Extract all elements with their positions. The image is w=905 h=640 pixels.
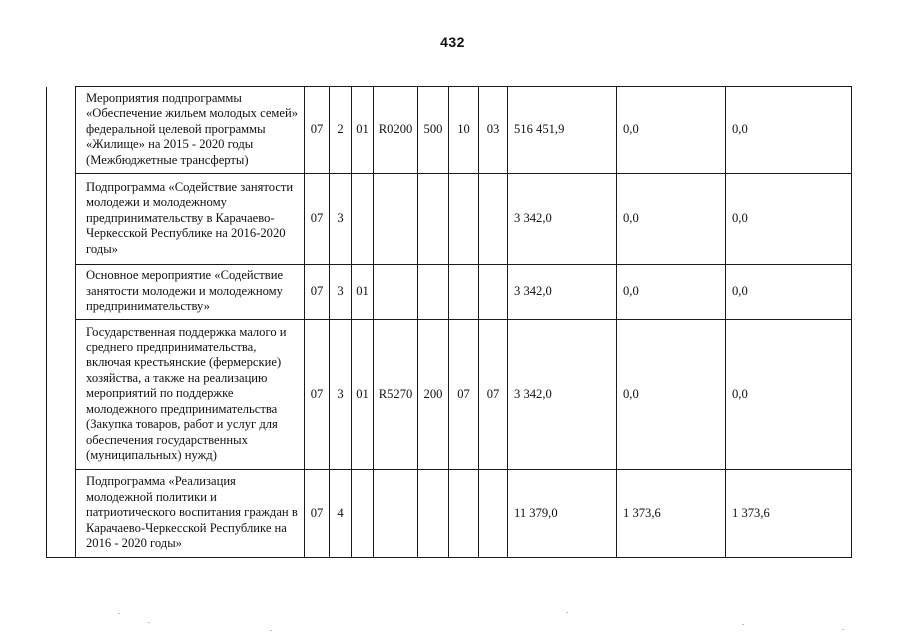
amount-year1-cell: 3 342,0 — [508, 265, 617, 320]
scan-speck — [842, 629, 844, 630]
expense-type-cell — [418, 470, 449, 558]
event-code-cell: 01 — [352, 320, 374, 470]
section-code-cell: 07 — [305, 470, 330, 558]
amount-year3-cell: 1 373,6 — [726, 470, 852, 558]
row-margin-cell — [47, 470, 76, 558]
amount-year3-cell: 0,0 — [726, 320, 852, 470]
amount-year2-cell: 0,0 — [617, 320, 726, 470]
scan-speck — [270, 630, 272, 631]
amount-year2-cell: 0,0 — [617, 265, 726, 320]
item-name-cell: Государственная поддержка малого и среднего предпринимательства, включая крестьянские (фермерские) хозяйства, а также на реализацию мероприятий по поддержке молодежного предпринимательства (Закупка товаров, работ и услуг для обеспечения государственных (муниципальных) нужд) — [76, 320, 305, 470]
scan-speck — [566, 612, 568, 613]
row-margin-cell — [47, 265, 76, 320]
amount-year3-cell: 0,0 — [726, 265, 852, 320]
table-row — [47, 87, 852, 174]
item-name-cell: Подпрограмма «Содействие занятости молодежи и молодежному предпринимательству в Карачаево-Черкесской Республике на 2016-2020 годы» — [76, 174, 305, 265]
scan-speck — [118, 613, 120, 614]
item-name-cell: Подпрограмма «Реализация молодежной политики и патриотического воспитания граждан в Карачаево-Черкесской Республике на 2016 - 2020 годы» — [76, 470, 305, 558]
section-code-cell: 07 — [305, 320, 330, 470]
subsection-cell — [479, 174, 508, 265]
section-code-cell: 07 — [305, 265, 330, 320]
amount-year1-cell: 11 379,0 — [508, 470, 617, 558]
section-cell: 07 — [449, 320, 479, 470]
scan-speck — [742, 624, 744, 625]
table-row — [47, 470, 852, 558]
subprogram-code-cell: 2 — [330, 87, 352, 174]
subsection-cell: 07 — [479, 320, 508, 470]
subsection-cell — [479, 470, 508, 558]
expense-type-cell: 500 — [418, 87, 449, 174]
scan-speck — [148, 622, 150, 623]
amount-year2-cell: 0,0 — [617, 87, 726, 174]
row-margin-cell — [47, 87, 76, 174]
amount-year2-cell: 1 373,6 — [617, 470, 726, 558]
section-code-cell: 07 — [305, 87, 330, 174]
amount-year3-cell: 0,0 — [726, 87, 852, 174]
event-code-cell: 01 — [352, 265, 374, 320]
subsection-cell: 03 — [479, 87, 508, 174]
row-margin-cell — [47, 174, 76, 265]
event-code-cell — [352, 470, 374, 558]
section-cell — [449, 174, 479, 265]
direction-code-cell — [374, 174, 418, 265]
section-code-cell: 07 — [305, 174, 330, 265]
expense-type-cell: 200 — [418, 320, 449, 470]
item-name-cell: Основное мероприятие «Содействие занятости молодежи и молодежному предпринимательству» — [76, 265, 305, 320]
subprogram-code-cell: 4 — [330, 470, 352, 558]
subsection-cell — [479, 265, 508, 320]
table-row — [47, 320, 852, 470]
subprogram-code-cell: 3 — [330, 320, 352, 470]
table-row — [47, 174, 852, 265]
amount-year1-cell: 3 342,0 — [508, 174, 617, 265]
row-margin-cell — [47, 320, 76, 470]
direction-code-cell: R5270 — [374, 320, 418, 470]
direction-code-cell — [374, 470, 418, 558]
subprogram-code-cell: 3 — [330, 265, 352, 320]
budget-table — [46, 86, 852, 558]
direction-code-cell: R0200 — [374, 87, 418, 174]
amount-year1-cell: 516 451,9 — [508, 87, 617, 174]
page-number: 432 — [440, 34, 465, 50]
expense-type-cell — [418, 265, 449, 320]
amount-year1-cell: 3 342,0 — [508, 320, 617, 470]
amount-year2-cell: 0,0 — [617, 174, 726, 265]
section-cell — [449, 470, 479, 558]
amount-year3-cell: 0,0 — [726, 174, 852, 265]
expense-type-cell — [418, 174, 449, 265]
table-row — [47, 265, 852, 320]
item-name-cell: Мероприятия подпрограммы «Обеспечение жильем молодых семей» федеральной целевой программы «Жилище» на 2015 - 2020 годы (Межбюджетные трансферты) — [76, 87, 305, 174]
event-code-cell: 01 — [352, 87, 374, 174]
section-cell: 10 — [449, 87, 479, 174]
direction-code-cell — [374, 265, 418, 320]
subprogram-code-cell: 3 — [330, 174, 352, 265]
event-code-cell — [352, 174, 374, 265]
section-cell — [449, 265, 479, 320]
